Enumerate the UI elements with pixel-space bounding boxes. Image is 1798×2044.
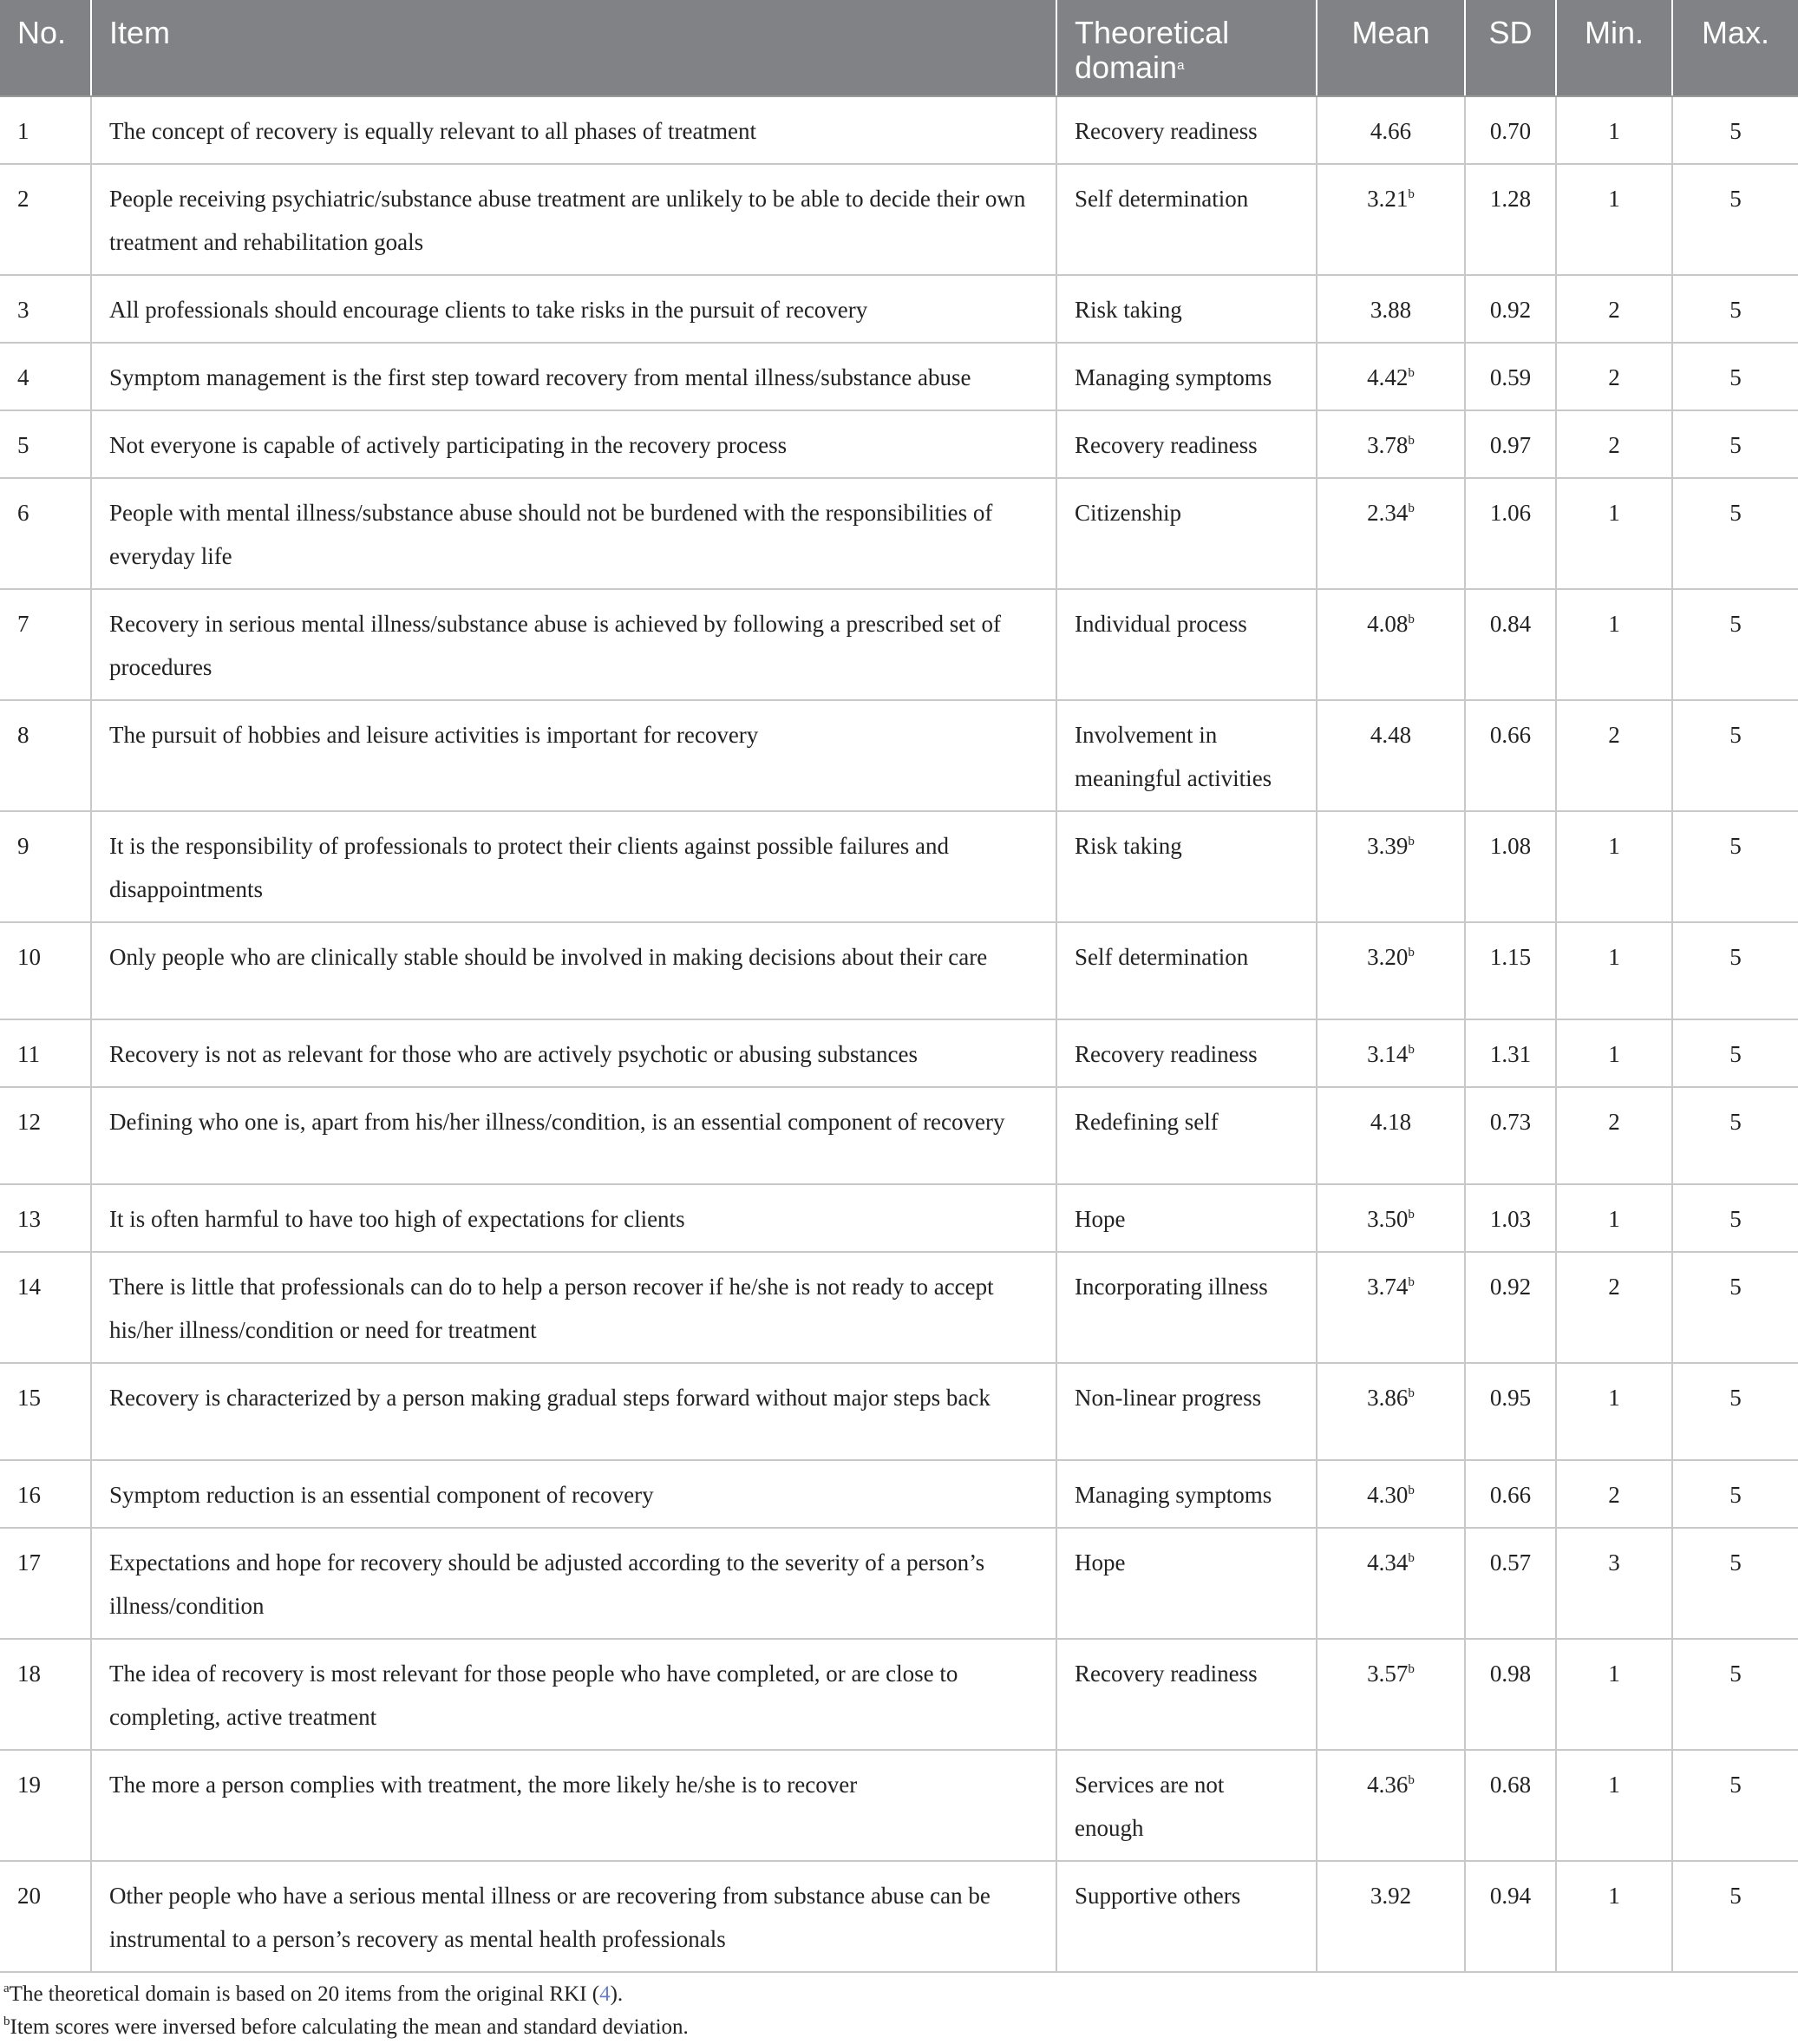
cell-max: 5 (1672, 478, 1798, 589)
cell-domain: Citizenship (1056, 478, 1317, 589)
table-row (0, 164, 1798, 275)
cell-max: 5 (1672, 343, 1798, 410)
cell-no: 1 (0, 96, 91, 164)
cell-item: Recovery in serious mental illness/substance abuse is achieved by following a prescribed set of procedures (91, 589, 1056, 700)
cell-no: 12 (0, 1087, 91, 1184)
cell-min: 1 (1556, 164, 1672, 275)
table-header (0, 0, 1798, 96)
cell-min: 3 (1556, 1528, 1672, 1639)
header-min: Min. (1556, 0, 1672, 96)
cell-max: 5 (1672, 1252, 1798, 1363)
cell-sd: 1.28 (1465, 164, 1556, 275)
cell-domain: Non-linear progress (1056, 1363, 1317, 1460)
cell-sd: 0.68 (1465, 1750, 1556, 1861)
cell-no: 8 (0, 700, 91, 811)
table-row (0, 478, 1798, 589)
cell-mean: 3.20$^b$ (1317, 922, 1465, 1019)
cell-item: Other people who have a serious mental illness or are recovering from substance abuse can be instrumental to a person’s recovery as mental health professionals (91, 1861, 1056, 1972)
cell-no: 5 (0, 410, 91, 478)
cell-item: The idea of recovery is most relevant for those people who have completed, or are close to completing, active treatment (91, 1639, 1056, 1750)
cell-domain: Recovery readiness (1056, 96, 1317, 164)
cell-min: 1 (1556, 1750, 1672, 1861)
cell-min: 1 (1556, 811, 1672, 922)
cell-max: 5 (1672, 1460, 1798, 1528)
footnote-mark-b: b (1408, 1043, 1415, 1057)
header-max: Max. (1672, 0, 1798, 96)
cell-mean: 4.48 (1317, 700, 1465, 811)
table-row (0, 922, 1798, 1019)
cell-max: 5 (1672, 275, 1798, 343)
footnote-mark-b: b (1408, 1551, 1415, 1565)
cell-min: 1 (1556, 1639, 1672, 1750)
cell-mean: 3.86$^b$ (1317, 1363, 1465, 1460)
cell-no: 17 (0, 1528, 91, 1639)
cell-domain: Redefining self (1056, 1087, 1317, 1184)
cell-item: Symptom reduction is an essential component of recovery (91, 1460, 1056, 1528)
footnote-mark-b: b (1408, 1275, 1415, 1289)
cell-max: 5 (1672, 1750, 1798, 1861)
cell-no: 14 (0, 1252, 91, 1363)
cell-item: Not everyone is capable of actively participating in the recovery process (91, 410, 1056, 478)
cell-domain: Services are not enough (1056, 1750, 1317, 1861)
cell-item: Expectations and hope for recovery should be adjusted according to the severity of a person’s illness/condition (91, 1528, 1056, 1639)
cell-no: 19 (0, 1750, 91, 1861)
cell-no: 15 (0, 1363, 91, 1460)
cell-item: The pursuit of hobbies and leisure activities is important for recovery (91, 700, 1056, 811)
cell-max: 5 (1672, 811, 1798, 922)
cell-max: 5 (1672, 1019, 1798, 1087)
cell-sd: 1.15 (1465, 922, 1556, 1019)
cell-max: 5 (1672, 700, 1798, 811)
cell-item: Recovery is not as relevant for those who are actively psychotic or abusing substances (91, 1019, 1056, 1087)
cell-mean: 3.74$^b$ (1317, 1252, 1465, 1363)
cell-domain: Recovery readiness (1056, 1639, 1317, 1750)
cell-min: 1 (1556, 478, 1672, 589)
table-row (0, 1252, 1798, 1363)
footnote-mark-b: b (1408, 1386, 1415, 1400)
cell-sd: 0.84 (1465, 589, 1556, 700)
footnote-mark-b: b (1408, 434, 1415, 448)
cell-mean: 4.18 (1317, 1087, 1465, 1184)
cell-min: 2 (1556, 700, 1672, 811)
header-no: No. (0, 0, 91, 96)
cell-sd: 0.70 (1465, 96, 1556, 164)
table-row (0, 410, 1798, 478)
footnote-mark-b: b (1408, 187, 1415, 201)
cell-item: People receiving psychiatric/substance abuse treatment are unlikely to be able to decide their own treatment and rehabilitation goals (91, 164, 1056, 275)
table-row (0, 1750, 1798, 1861)
cell-no: 7 (0, 589, 91, 700)
table-row (0, 1528, 1798, 1639)
cell-mean: 4.34$^b$ (1317, 1528, 1465, 1639)
cell-min: 1 (1556, 1861, 1672, 1972)
cell-domain: Individual process (1056, 589, 1317, 700)
footnote-mark-b: b (1408, 613, 1415, 626)
cell-item: Defining who one is, apart from his/her illness/condition, is an essential component of recovery (91, 1087, 1056, 1184)
cell-domain: Risk taking (1056, 275, 1317, 343)
cell-mean: 3.50$^b$ (1317, 1184, 1465, 1252)
footnote-mark-a: a (1177, 58, 1185, 73)
cell-mean: 3.78$^b$ (1317, 410, 1465, 478)
table-body (0, 96, 1798, 1972)
cell-sd: 1.06 (1465, 478, 1556, 589)
cell-domain: Self determination (1056, 164, 1317, 275)
footnote-mark-b: b (1408, 835, 1415, 848)
cell-no: 3 (0, 275, 91, 343)
cell-item: It is often harmful to have too high of expectations for clients (91, 1184, 1056, 1252)
cell-no: 9 (0, 811, 91, 922)
cell-min: 2 (1556, 275, 1672, 343)
cell-sd: 1.08 (1465, 811, 1556, 922)
cell-no: 4 (0, 343, 91, 410)
cell-sd: 0.92 (1465, 275, 1556, 343)
footnote-b: $^b$Item scores were inversed before calculating the mean and standard deviation. (3, 2015, 689, 2039)
cell-no: 10 (0, 922, 91, 1019)
cell-item: Symptom management is the first step toward recovery from mental illness/substance abuse (91, 343, 1056, 410)
table-row (0, 700, 1798, 811)
cell-mean: 2.34$^b$ (1317, 478, 1465, 589)
cell-mean: 4.66 (1317, 96, 1465, 164)
reference-link[interactable]: 4 (599, 1982, 611, 2006)
table-row (0, 1087, 1798, 1184)
table-row (0, 1019, 1798, 1087)
cell-domain: Recovery readiness (1056, 1019, 1317, 1087)
cell-item: Recovery is characterized by a person making gradual steps forward without major steps back (91, 1363, 1056, 1460)
cell-sd: 1.31 (1465, 1019, 1556, 1087)
header-sd: SD (1465, 0, 1556, 96)
cell-sd: 0.66 (1465, 700, 1556, 811)
cell-max: 5 (1672, 164, 1798, 275)
footnote-a: $^a$The theoretical domain is based on 20 items from the original RKI (4). (3, 1982, 624, 2006)
cell-domain: Supportive others (1056, 1861, 1317, 1972)
cell-domain: Incorporating illness (1056, 1252, 1317, 1363)
cell-no: 6 (0, 478, 91, 589)
cell-max: 5 (1672, 1363, 1798, 1460)
cell-max: 5 (1672, 410, 1798, 478)
footnote-mark-b: b (1408, 946, 1415, 960)
header-item: Item (91, 0, 1056, 96)
footnote-mark-b: b (1408, 1484, 1415, 1497)
cell-min: 1 (1556, 1363, 1672, 1460)
cell-max: 5 (1672, 922, 1798, 1019)
footnote-mark-b: b (1408, 1208, 1415, 1222)
table-row (0, 1184, 1798, 1252)
cell-max: 5 (1672, 1087, 1798, 1184)
cell-mean: 3.57$^b$ (1317, 1639, 1465, 1750)
cell-item: People with mental illness/substance abuse should not be burdened with the responsibilities of everyday life (91, 478, 1056, 589)
table-row (0, 343, 1798, 410)
cell-sd: 0.98 (1465, 1639, 1556, 1750)
table-row (0, 1363, 1798, 1460)
table-row (0, 96, 1798, 164)
cell-max: 5 (1672, 1528, 1798, 1639)
cell-min: 2 (1556, 1460, 1672, 1528)
cell-sd: 0.92 (1465, 1252, 1556, 1363)
cell-domain: Recovery readiness (1056, 410, 1317, 478)
cell-no: 13 (0, 1184, 91, 1252)
cell-sd: 0.66 (1465, 1460, 1556, 1528)
cell-sd: 0.57 (1465, 1528, 1556, 1639)
table-row (0, 1639, 1798, 1750)
cell-mean: 3.21$^b$ (1317, 164, 1465, 275)
header-domain: Theoretical domain$^a$ (1056, 0, 1317, 96)
cell-max: 5 (1672, 1639, 1798, 1750)
table-row (0, 1861, 1798, 1972)
cell-min: 2 (1556, 1087, 1672, 1184)
table-row (0, 1460, 1798, 1528)
cell-domain: Hope (1056, 1528, 1317, 1639)
cell-domain: Involvement in meaningful activities (1056, 700, 1317, 811)
header-row (0, 0, 1798, 96)
cell-no: 11 (0, 1019, 91, 1087)
cell-max: 5 (1672, 1861, 1798, 1972)
cell-domain: Self determination (1056, 922, 1317, 1019)
cell-no: 2 (0, 164, 91, 275)
cell-sd: 1.03 (1465, 1184, 1556, 1252)
cell-mean: 3.14$^b$ (1317, 1019, 1465, 1087)
footnote-mark-b: b (1408, 1662, 1415, 1676)
cell-domain: Managing symptoms (1056, 1460, 1317, 1528)
cell-mean: 4.08$^b$ (1317, 589, 1465, 700)
cell-min: 1 (1556, 1184, 1672, 1252)
footnote-mark-b: b (1408, 1773, 1415, 1787)
cell-item: It is the responsibility of professionals to protect their clients against possible failures and disappointments (91, 811, 1056, 922)
cell-no: 16 (0, 1460, 91, 1528)
cell-sd: 0.97 (1465, 410, 1556, 478)
cell-item: All professionals should encourage clients to take risks in the pursuit of recovery (91, 275, 1056, 343)
cell-domain: Hope (1056, 1184, 1317, 1252)
table-row (0, 811, 1798, 922)
cell-max: 5 (1672, 589, 1798, 700)
table-row (0, 275, 1798, 343)
cell-min: 2 (1556, 1252, 1672, 1363)
cell-max: 5 (1672, 1184, 1798, 1252)
cell-item: The concept of recovery is equally relevant to all phases of treatment (91, 96, 1056, 164)
cell-item: There is little that professionals can do to help a person recover if he/she is not ready to accept his/her illness/condition or need for treatment (91, 1252, 1056, 1363)
cell-min: 2 (1556, 410, 1672, 478)
cell-max: 5 (1672, 96, 1798, 164)
cell-item: The more a person complies with treatment, the more likely he/she is to recover (91, 1750, 1056, 1861)
cell-min: 1 (1556, 922, 1672, 1019)
cell-sd: 0.59 (1465, 343, 1556, 410)
cell-item: Only people who are clinically stable should be involved in making decisions about their care (91, 922, 1056, 1019)
cell-sd: 0.94 (1465, 1861, 1556, 1972)
cell-mean: 4.30$^b$ (1317, 1460, 1465, 1528)
table-row (0, 589, 1798, 700)
cell-domain: Managing symptoms (1056, 343, 1317, 410)
cell-sd: 0.73 (1465, 1087, 1556, 1184)
cell-min: 1 (1556, 1019, 1672, 1087)
cell-mean: 4.42$^b$ (1317, 343, 1465, 410)
cell-min: 1 (1556, 589, 1672, 700)
header-mean: Mean (1317, 0, 1465, 96)
cell-mean: 4.36$^b$ (1317, 1750, 1465, 1861)
cell-mean: 3.88 (1317, 275, 1465, 343)
cell-domain: Risk taking (1056, 811, 1317, 922)
cell-no: 20 (0, 1861, 91, 1972)
footnote-mark-b: b (1408, 366, 1415, 380)
cell-mean: 3.39$^b$ (1317, 811, 1465, 922)
cell-no: 18 (0, 1639, 91, 1750)
cell-min: 2 (1556, 343, 1672, 410)
cell-min: 1 (1556, 96, 1672, 164)
cell-sd: 0.95 (1465, 1363, 1556, 1460)
cell-mean: 3.92 (1317, 1861, 1465, 1972)
footnote-mark-b: b (1408, 501, 1415, 515)
